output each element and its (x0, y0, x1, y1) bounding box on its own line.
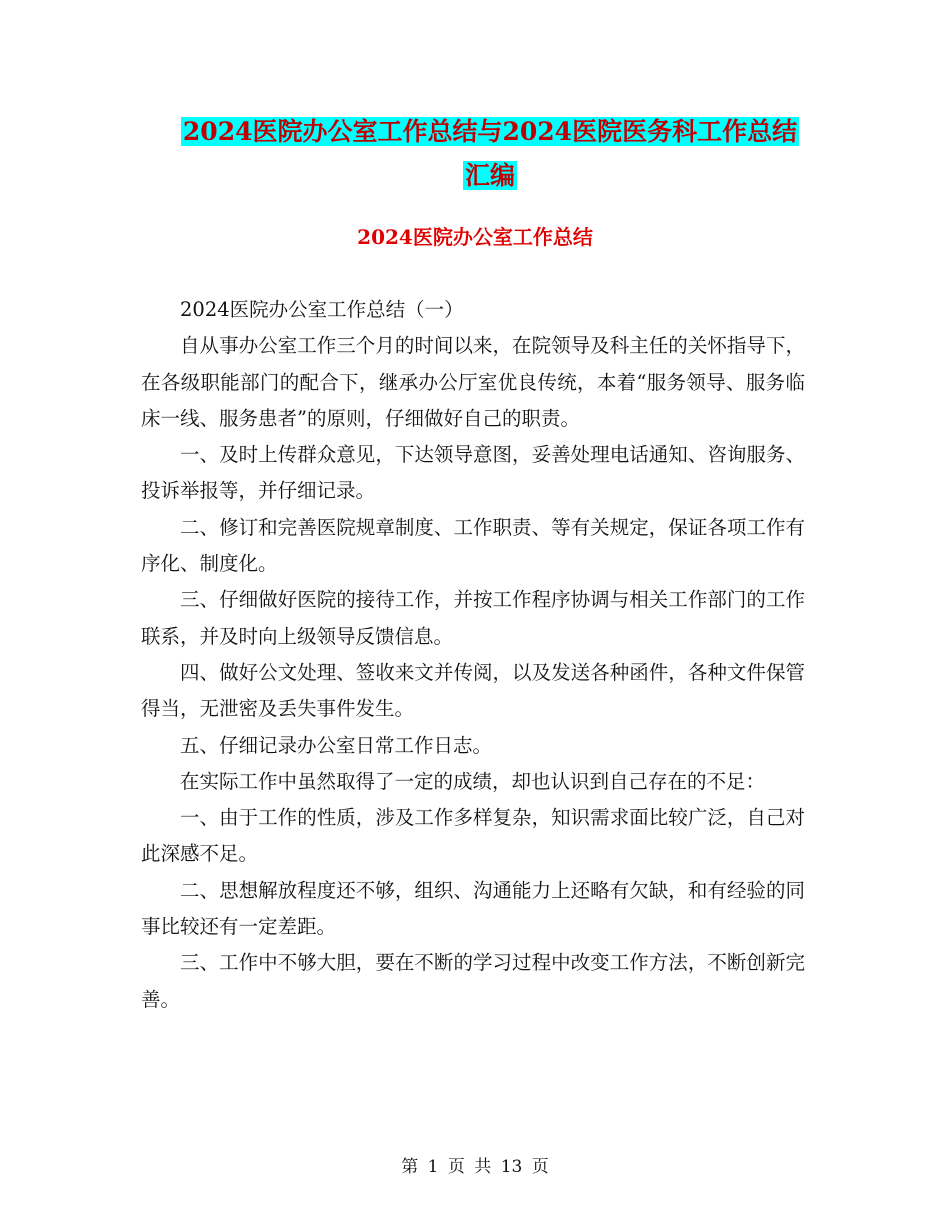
document-body (141, 292, 805, 1018)
paragraph: 五、仔细记录办公室日常工作日志。 (180, 733, 493, 757)
paragraph: 二、思想解放程度还不够，组织、沟通能力上还略有欠缺，和有经验的同事比较还有一定差距。 (141, 878, 805, 939)
paragraph: 一、及时上传群众意见，下达领导意图，妥善处理电话通知、咨询服务、投诉举报等，并仔细记录。 (141, 443, 805, 503)
document-title-line2: 汇编 (464, 161, 515, 190)
section-title: 2024医院办公室工作总结 (357, 225, 593, 249)
paragraph: 四、做好公文处理、签收来文并传阅，以及发送各种函件，各种文件保管得当，无泄密及丢失事件发生。 (141, 660, 805, 721)
paragraph: 三、工作中不够大胆，要在不断的学习过程中改变工作方法，不断创新完善。 (141, 951, 805, 1011)
page-footer: 第 1 页 共 13 页 (401, 1157, 549, 1177)
paragraph: 二、修订和完善医院规章制度、工作职责、等有关规定，保证各项工作有序化、制度化。 (141, 515, 805, 576)
paragraph: 自从事办公室工作三个月的时间以来，在院领导及科主任的关怀指导下，在各级职能部门的配合下，继承办公厅室优良传统，本着“服务领导、服务临床一线、服务患者”的原则，仔细做好自己的职责。 (141, 334, 805, 430)
paragraph: 三、仔细做好医院的接待工作，并按工作程序协调与相关工作部门的工作联系，并及时向上级领导反馈信息。 (141, 588, 805, 648)
paragraph: 在实际工作中虽然取得了一定的成绩，却也认识到自己存在的不足： (180, 769, 766, 793)
document-title-line1: 2024医院办公室工作总结与2024医院医务科工作总结 (182, 117, 798, 146)
document-title (140, 110, 840, 198)
paragraph-subtitle: 2024医院办公室工作总结（一） (180, 298, 464, 321)
paragraph: 一、由于工作的性质，涉及工作多样复杂，知识需求面比较广泛，自己对此深感不足。 (141, 806, 805, 866)
